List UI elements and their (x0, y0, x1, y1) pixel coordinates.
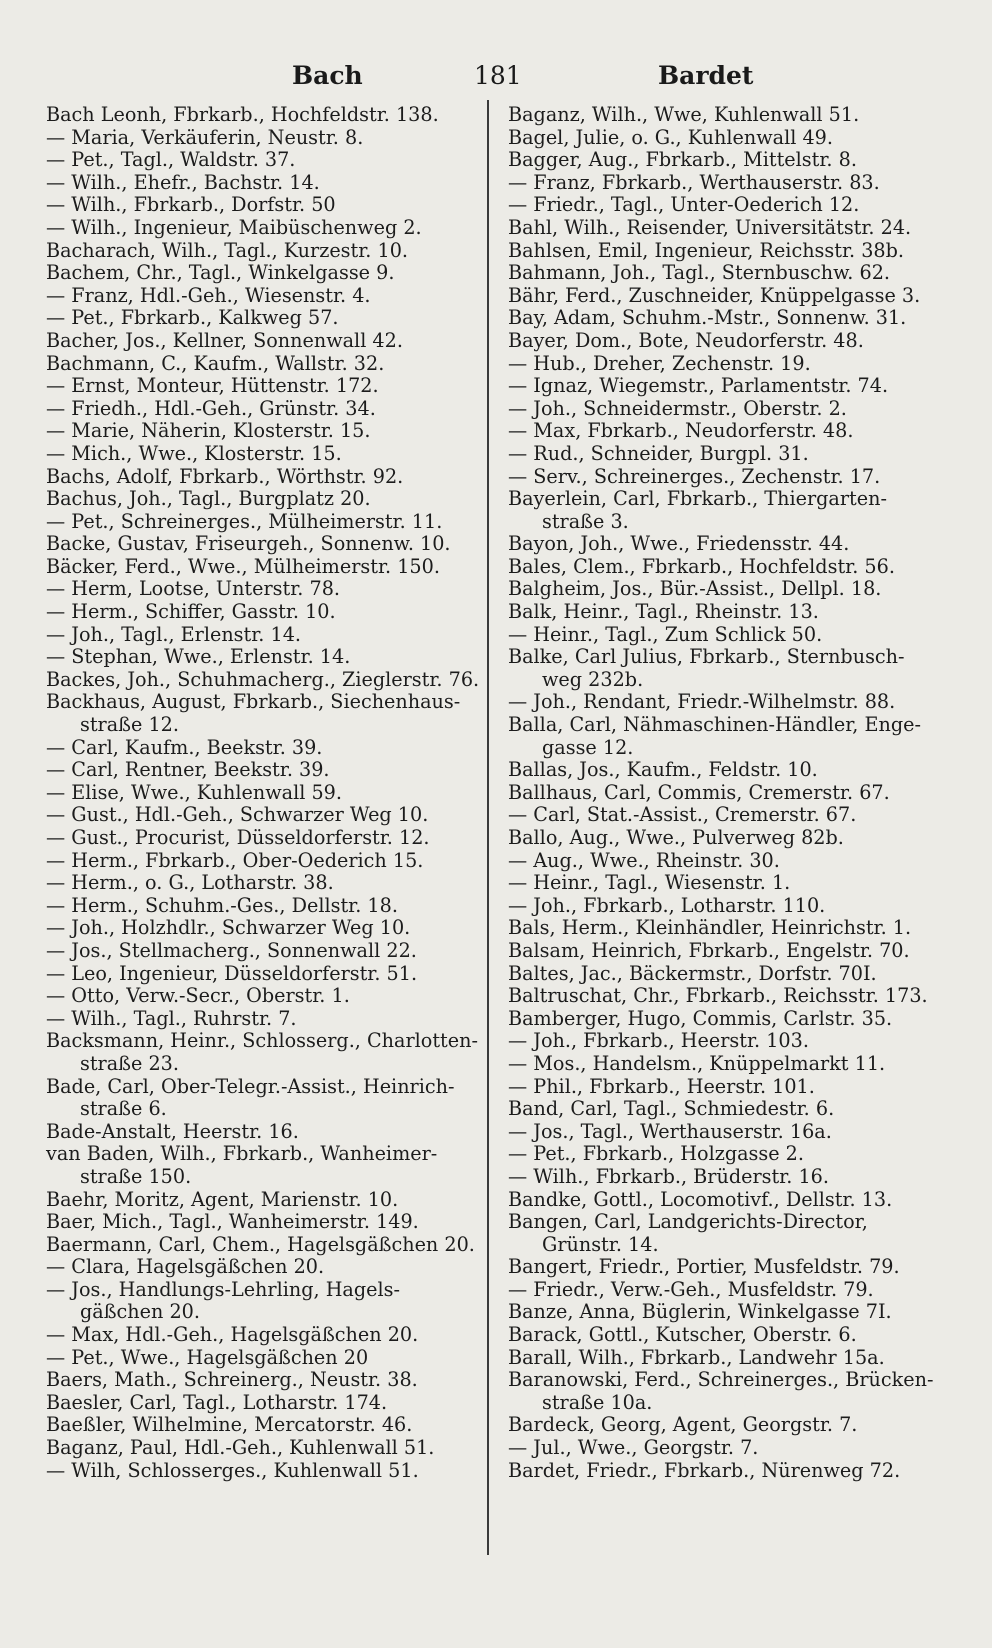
directory-entry-line: — Maria, Verkäuferin, Neustr. 8. (46, 125, 364, 149)
directory-entry-line: Bahmann, Joh., Tagl., Sternbuschw. 62. (508, 261, 890, 285)
directory-entry-line: Baermann, Carl, Chem., Hagelsgäßchen 20. (46, 1232, 475, 1256)
directory-entry-line: — Pet., Tagl., Waldstr. 37. (46, 148, 296, 172)
directory-entry-line: — Ernst, Monteur, Hüttenstr. 172. (46, 374, 379, 398)
directory-entry-line: Baganz, Paul, Hdl.-Geh., Kuhlenwall 51. (46, 1436, 435, 1460)
directory-entry-line: Bade-Anstalt, Heerstr. 16. (46, 1119, 299, 1143)
running-head-right: Bardet (658, 61, 754, 90)
directory-entry-line: straße 150. (80, 1164, 192, 1188)
directory-entry-line: — Max, Fbrkarb., Neudorferstr. 48. (508, 419, 854, 443)
directory-entry-line: Balke, Carl Julius, Fbrkarb., Sternbusch- (508, 645, 905, 669)
directory-entry-line: — Carl, Stat.-Assist., Cremerstr. 67. (508, 803, 857, 827)
directory-entry-line: Baltruschat, Chr., Fbrkarb., Reichsstr. 173. (508, 984, 928, 1008)
directory-entry-line: Banze, Anna, Büglerin, Winkelgasse 7I. (508, 1300, 892, 1324)
directory-entry-line: — Gust., Procurist, Düsseldorferstr. 12. (46, 826, 430, 849)
directory-entry-line: straße 3. (542, 509, 629, 533)
directory-entry-line: — Herm., Schiffer, Gasstr. 10. (46, 600, 336, 624)
directory-entry-line: — Wilh, Schlosserges., Kuhlenwall 51. (46, 1458, 419, 1482)
directory-entry-line: — Serv., Schreinerges., Zechenstr. 17. (508, 464, 881, 488)
directory-entry-line: Baranowski, Ferd., Schreinerges., Brücken- (508, 1368, 934, 1392)
directory-entry-line: Bacher, Jos., Kellner, Sonnenwall 42. (46, 328, 403, 352)
directory-entry-line: — Pet., Schreinerges., Mülheimerstr. 11. (46, 509, 443, 533)
directory-entry-line: — Pet., Fbrkarb., Kalkweg 57. (46, 306, 339, 330)
directory-entry-line: — Herm., o. G., Lotharstr. 38. (46, 871, 334, 895)
directory-entry-line: Bayer, Dom., Bote, Neudorferstr. 48. (508, 328, 864, 352)
directory-entry-line: Bahl, Wilh., Reisender, Universitätstr. 24. (508, 215, 912, 239)
directory-entry-line: Bandke, Gottl., Locomotivf., Dellstr. 13. (508, 1187, 893, 1211)
directory-entry-line: — Mos., Handelsm., Knüppelmarkt 11. (508, 1051, 886, 1075)
directory-entry-line: Baltes, Jac., Bäckermstr., Dorfstr. 70I. (508, 961, 877, 985)
directory-entry-line: Bangert, Friedr., Portier, Musfeldstr. 79. (508, 1255, 900, 1279)
directory-entry-line: Bachus, Joh., Tagl., Burgplatz 20. (46, 487, 371, 511)
directory-entry-line: Bachem, Chr., Tagl., Winkelgasse 9. (46, 261, 395, 285)
directory-entry-line: — Wilh., Tagl., Ruhrstr. 7. (46, 1006, 297, 1030)
directory-entry-line: Bacharach, Wilh., Tagl., Kurzestr. 10. (46, 238, 409, 262)
directory-entry-line: Barack, Gottl., Kutscher, Oberstr. 6. (508, 1323, 857, 1347)
directory-entry-line: Bade, Carl, Ober-Telegr.-Assist., Heinrich- (46, 1074, 455, 1098)
directory-entry-line: Band, Carl, Tagl., Schmiedestr. 6. (508, 1097, 835, 1121)
directory-entry-line: — Clara, Hagelsgäßchen 20. (46, 1255, 325, 1279)
directory-entry-line: Bamberger, Hugo, Commis, Carlstr. 35. (508, 1006, 893, 1030)
directory-entry-line: Baesler, Carl, Tagl., Lotharstr. 174. (46, 1390, 388, 1414)
directory-entry-line: Bay, Adam, Schuhm.-Mstr., Sonnenw. 31. (508, 306, 907, 330)
directory-entry-line: straße 23. (80, 1051, 179, 1075)
directory-entry-line: Baers, Math., Schreinerg., Neustr. 38. (46, 1368, 418, 1392)
directory-entry-line: Baer, Mich., Tagl., Wanheimerstr. 149. (46, 1210, 419, 1234)
directory-entry-line: Backe, Gustav, Friseurgeh., Sonnenw. 10. (46, 532, 451, 556)
directory-entry-line: — Gust., Hdl.-Geh., Schwarzer Weg 10. (46, 803, 429, 827)
directory-entry-line: — Leo, Ingenieur, Düsseldorferstr. 51. (46, 961, 418, 985)
directory-entry-line: Ballo, Aug., Wwe., Pulverweg 82b. (508, 826, 844, 849)
directory-entry-line: Grünstr. 14. (542, 1232, 659, 1256)
directory-entry-line: — Herm., Fbrkarb., Ober-Oederich 15. (46, 848, 424, 872)
directory-entry-line: — Wilh., Fbrkarb., Dorfstr. 50 (46, 193, 336, 217)
directory-entry-line: — Heinr., Tagl., Wiesenstr. 1. (508, 871, 791, 895)
directory-entry-line: — Wilh., Fbrkarb., Brüderstr. 16. (508, 1164, 829, 1188)
directory-entry-line: Bardet, Friedr., Fbrkarb., Nürenweg 72. (508, 1458, 901, 1482)
directory-entry-line: Backsmann, Heinr., Schlosserg., Charlotten- (46, 1029, 478, 1053)
directory-entry-line: straße 12. (80, 713, 179, 737)
directory-entry-line: Bach Leonh, Fbrkarb., Hochfeldstr. 138. (46, 103, 439, 126)
directory-entry-line: — Joh., Fbrkarb., Lotharstr. 110. (508, 893, 826, 917)
directory-entry-line: — Ignaz, Wiegemstr., Parlamentstr. 74. (508, 374, 889, 398)
running-head-left: Bach (292, 61, 363, 90)
directory-entry-line: — Joh., Schneidermstr., Oberstr. 2. (508, 396, 847, 420)
directory-entry-line: Balla, Carl, Nähmaschinen-Händler, Enge- (508, 713, 921, 737)
directory-entry-line: gäßchen 20. (80, 1300, 200, 1324)
directory-entry-line: Backes, Joh., Schuhmacherg., Zieglerstr. 76. (46, 667, 480, 691)
directory-entry-line: Balk, Heinr., Tagl., Rheinstr. 13. (508, 600, 819, 624)
directory-entry-line: van Baden, Wilh., Fbrkarb., Wanheimer- (46, 1142, 438, 1166)
directory-entry-line: — Friedr., Tagl., Unter-Oederich 12. (508, 193, 860, 217)
directory-entry-line: — Herm, Lootse, Unterstr. 78. (46, 577, 340, 601)
directory-entry-line: — Joh., Tagl., Erlenstr. 14. (46, 622, 302, 646)
directory-entry-line: — Max, Hdl.-Geh., Hagelsgäßchen 20. (46, 1323, 419, 1347)
page-number: 181 (474, 61, 522, 90)
directory-entry-line: — Joh., Fbrkarb., Heerstr. 103. (508, 1029, 809, 1053)
directory-entry-line: Balgheim, Jos., Bür.-Assist., Dellpl. 18. (508, 577, 882, 601)
directory-entry-line: — Jos., Tagl., Werthauserstr. 16a. (508, 1119, 832, 1143)
directory-entry-line: — Pet., Fbrkarb., Holzgasse 2. (508, 1142, 804, 1166)
directory-entry-line: — Friedr., Verw.-Geh., Musfeldstr. 79. (508, 1277, 874, 1301)
directory-entry-line: Balsam, Heinrich, Fbrkarb., Engelstr. 70. (508, 938, 910, 962)
directory-entry-line: — Phil., Fbrkarb., Heerstr. 101. (508, 1074, 815, 1098)
directory-entry-line: straße 6. (80, 1097, 167, 1121)
directory-entry-line: Ballas, Jos., Kaufm., Feldstr. 10. (508, 758, 818, 782)
directory-entry-line: Baehr, Moritz, Agent, Marienstr. 10. (46, 1187, 399, 1211)
directory-entry-line: Bagger, Aug., Fbrkarb., Mittelstr. 8. (508, 148, 857, 172)
directory-entry-line: Bayerlein, Carl, Fbrkarb., Thiergarten- (508, 487, 887, 511)
directory-entry-line: — Wilh., Ingenieur, Maibüschenweg 2. (46, 215, 422, 239)
directory-entry-line: — Rud., Schneider, Burgpl. 31. (508, 441, 809, 465)
directory-entry-line: — Franz, Fbrkarb., Werthauserstr. 83. (508, 170, 880, 194)
directory-entry-line: — Elise, Wwe., Kuhlenwall 59. (46, 780, 342, 804)
right-column (508, 104, 944, 1482)
directory-entry-line: — Joh., Holzhdlr., Schwarzer Weg 10. (46, 916, 411, 940)
directory-entry-line: — Jos., Stellmacherg., Sonnenwall 22. (46, 938, 417, 962)
directory-entry-line: — Marie, Näherin, Klosterstr. 15. (46, 419, 371, 443)
directory-entry-line: — Franz, Hdl.-Geh., Wiesenstr. 4. (46, 283, 371, 307)
directory-entry-line: weg 232b. (542, 667, 644, 691)
directory-entry-line: — Hub., Dreher, Zechenstr. 19. (508, 351, 811, 375)
directory-entry-line: — Carl, Kaufm., Beekstr. 39. (46, 735, 323, 759)
directory-entry-line: — Wilh., Ehefr., Bachstr. 14. (46, 170, 320, 194)
directory-entry-line: Bachs, Adolf, Fbrkarb., Wörthstr. 92. (46, 464, 404, 488)
left-column (46, 103, 480, 1482)
directory-entry-line: — Carl, Rentner, Beekstr. 39. (46, 758, 330, 782)
directory-entry-line: — Pet., Wwe., Hagelsgäßchen 20 (46, 1345, 369, 1369)
directory-entry-line: — Jos., Handlungs-Lehrling, Hagels- (46, 1277, 400, 1301)
directory-entry-line: — Stephan, Wwe., Erlenstr. 14. (46, 645, 351, 669)
directory-entry-line: — Jul., Wwe., Georgstr. 7. (508, 1436, 759, 1460)
directory-entry-line: — Heinr., Tagl., Zum Schlick 50. (508, 622, 823, 646)
directory-entry-line: Bahlsen, Emil, Ingenieur, Reichsstr. 38b. (508, 238, 905, 262)
column-divider (487, 100, 489, 1555)
directory-entry-line: — Mich., Wwe., Klosterstr. 15. (46, 441, 342, 465)
directory-entry-line: Bagel, Julie, o. G., Kuhlenwall 49. (508, 125, 833, 149)
directory-entry-line: Barall, Wilh., Fbrkarb., Landwehr 15a. (508, 1345, 885, 1369)
directory-entry-line: — Herm., Schuhm.-Ges., Dellstr. 18. (46, 893, 398, 917)
directory-entry-line: Backhaus, August, Fbrkarb., Siechenhaus- (46, 690, 461, 714)
directory-entry-line: Ballhaus, Carl, Commis, Cremerstr. 67. (508, 780, 890, 804)
directory-entry-line: Bales, Clem., Fbrkarb., Hochfeldstr. 56. (508, 554, 895, 578)
directory-entry-line: Baeßler, Wilhelmine, Mercatorstr. 46. (46, 1413, 413, 1437)
directory-entry-line: straße 10a. (542, 1390, 653, 1414)
directory-entry-line: — Otto, Verw.-Secr., Oberstr. 1. (46, 984, 350, 1008)
directory-entry-line: Bardeck, Georg, Agent, Georgstr. 7. (508, 1413, 858, 1437)
directory-entry-line: Baganz, Wilh., Wwe, Kuhlenwall 51. (508, 103, 860, 126)
directory-entry-line: Bals, Herm., Kleinhändler, Heinrichstr. 1. (508, 916, 912, 940)
directory-entry-line: — Friedh., Hdl.-Geh., Grünstr. 34. (46, 396, 376, 420)
directory-entry-line: Bangen, Carl, Landgerichts-Director, (508, 1210, 868, 1234)
directory-entry-line: gasse 12. (542, 735, 634, 759)
directory-entry-line: — Aug., Wwe., Rheinstr. 30. (508, 848, 780, 872)
directory-entry-line: Bähr, Ferd., Zuschneider, Knüppelgasse 3. (508, 283, 921, 307)
directory-entry-line: Bachmann, C., Kaufm., Wallstr. 32. (46, 351, 385, 375)
directory-entry-line: Bäcker, Ferd., Wwe., Mülheimerstr. 150. (46, 554, 440, 578)
directory-entry-line: — Joh., Rendant, Friedr.-Wilhelmstr. 88. (508, 690, 896, 714)
directory-entry-line: Bayon, Joh., Wwe., Friedensstr. 44. (508, 532, 850, 556)
